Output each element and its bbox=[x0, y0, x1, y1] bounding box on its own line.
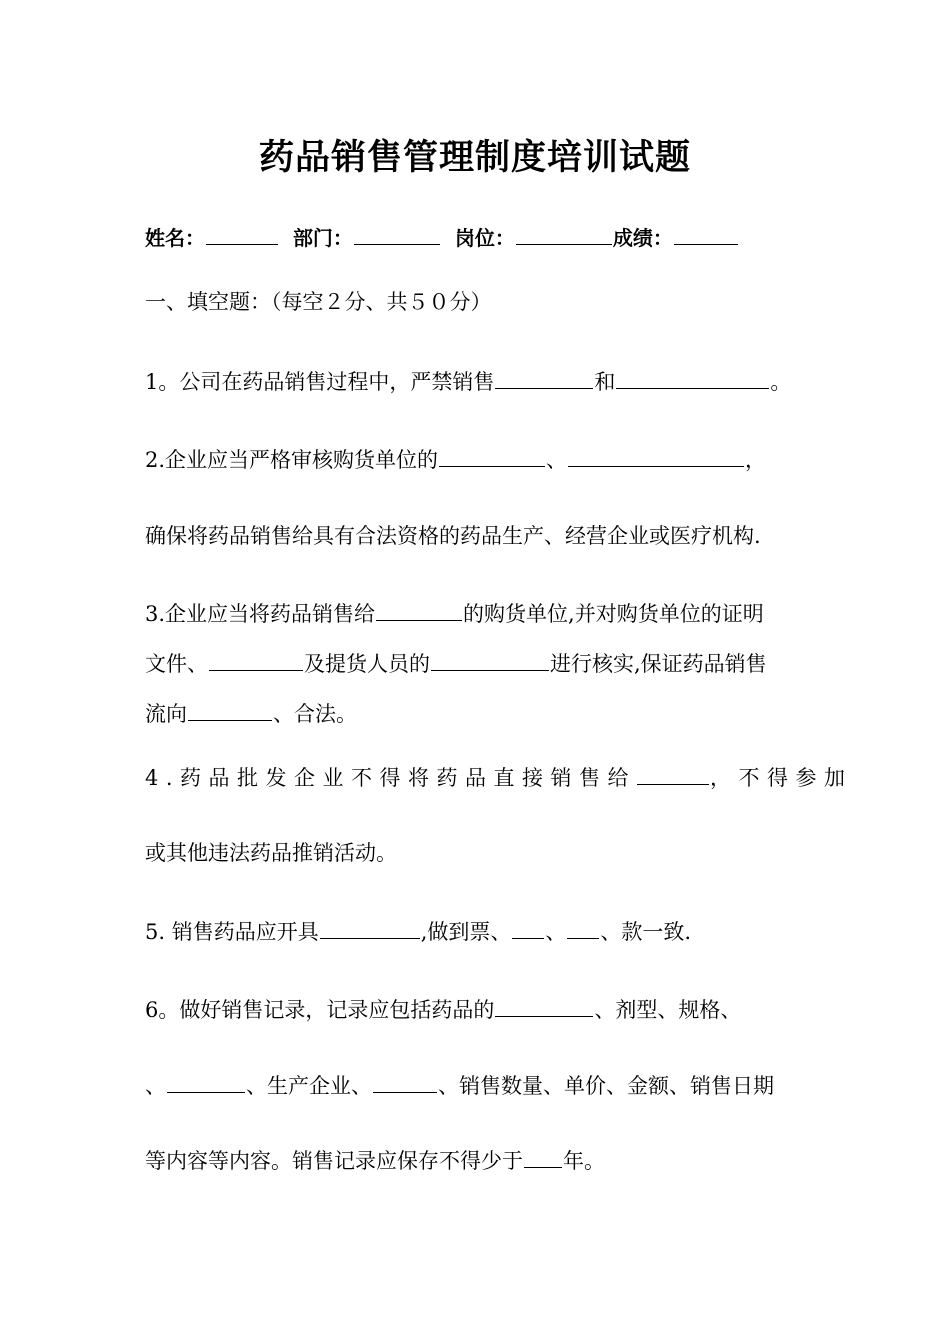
question-4 bbox=[145, 762, 853, 793]
q3-text-b: 的购货单位,并对购货单位的证明 bbox=[463, 602, 764, 626]
section1-heading: 一、填空题：（每空２分、共５０分） bbox=[145, 290, 492, 314]
q4-text-a: 4.药品批发企业不得将药品直接销售给 bbox=[145, 766, 637, 790]
q6-blank-1[interactable] bbox=[495, 994, 593, 1017]
q2-text-d: 确保将药品销售给具有合法资格的药品生产、经营企业或医疗机构. bbox=[145, 524, 761, 548]
dept-label: 部门： bbox=[292, 226, 353, 250]
q3-blank-1[interactable] bbox=[376, 598, 462, 621]
q3-blank-3[interactable] bbox=[431, 648, 549, 671]
question-3-line-1 bbox=[145, 598, 764, 629]
q6-text-a: 6。做好销售记录，记录应包括药品的 bbox=[145, 998, 495, 1022]
q5-text-c: 、 bbox=[545, 920, 567, 944]
q3-blank-2[interactable] bbox=[209, 648, 303, 671]
q3-blank-4[interactable] bbox=[188, 698, 272, 721]
q1-blank-2[interactable] bbox=[616, 366, 769, 389]
question-3-line-2 bbox=[145, 648, 767, 679]
header-fields-row bbox=[145, 222, 739, 253]
q6-text-b: 、剂型、规格、 bbox=[594, 998, 742, 1022]
q5-text-a: 5. 销售药品应开具 bbox=[145, 920, 319, 944]
q2-text-a: 2.企业应当严格审核购货单位的 bbox=[145, 448, 439, 472]
q3-text-e: 进行核实,保证药品销售 bbox=[550, 652, 767, 676]
q3-text-c: 文件、 bbox=[145, 652, 208, 676]
question-6-line-1 bbox=[145, 994, 741, 1025]
question-5 bbox=[145, 916, 691, 947]
q1-text-b: 和 bbox=[594, 370, 616, 394]
score-blank[interactable] bbox=[674, 222, 738, 245]
question-1 bbox=[145, 366, 791, 397]
post-blank[interactable] bbox=[516, 222, 612, 245]
q5-blank-3[interactable] bbox=[567, 916, 599, 939]
q4-text-b: ，不得参加 bbox=[710, 766, 853, 790]
name-label: 姓名： bbox=[145, 226, 205, 250]
q6-text-c: 、 bbox=[145, 1074, 166, 1098]
q3-text-a: 3.企业应当将药品销售给 bbox=[145, 602, 376, 626]
q2-blank-2[interactable] bbox=[568, 444, 744, 467]
q5-blank-2[interactable] bbox=[512, 916, 544, 939]
q3-text-f: 流向 bbox=[145, 702, 187, 726]
q6-blank-2[interactable] bbox=[167, 1070, 245, 1093]
q5-text-b: ,做到票、 bbox=[420, 920, 512, 944]
post-label: 岗位： bbox=[454, 226, 515, 250]
q1-text-c: 。 bbox=[770, 370, 792, 394]
q2-text-b: 、 bbox=[546, 448, 568, 472]
q4-blank-1[interactable] bbox=[637, 762, 709, 785]
q6-text-g: 年。 bbox=[563, 1149, 605, 1173]
q5-blank-1[interactable] bbox=[320, 916, 420, 939]
dept-blank[interactable] bbox=[354, 222, 440, 245]
question-6-line-2 bbox=[145, 1070, 774, 1101]
q4-text-c: 或其他违法药品推销活动。 bbox=[145, 841, 397, 865]
question-3-line-3 bbox=[145, 698, 357, 729]
q6-blank-3[interactable] bbox=[373, 1070, 437, 1093]
q1-text-a: 1。公司在药品销售过程中，严禁销售 bbox=[145, 370, 495, 394]
score-label: 成绩： bbox=[612, 226, 673, 250]
q3-text-d: 及提货人员的 bbox=[304, 652, 430, 676]
q5-text-d: 、款一致. bbox=[600, 920, 692, 944]
q1-blank-1[interactable] bbox=[495, 366, 593, 389]
q6-blank-4[interactable] bbox=[524, 1145, 562, 1168]
q6-text-e: 、销售数量、单价、金额、销售日期 bbox=[438, 1074, 774, 1098]
document-title: 药品销售管理制度培训试题 bbox=[258, 138, 691, 178]
q6-text-f: 等内容等内容。销售记录应保存不得少于 bbox=[145, 1149, 523, 1173]
question-2 bbox=[145, 444, 766, 475]
q2-blank-1[interactable] bbox=[439, 444, 545, 467]
q3-text-g: 、合法。 bbox=[273, 702, 357, 726]
question-6-line-3 bbox=[145, 1145, 605, 1176]
name-blank[interactable] bbox=[206, 222, 278, 245]
q2-text-c: ， bbox=[745, 448, 767, 472]
q6-text-d: 、生产企业、 bbox=[246, 1074, 372, 1098]
